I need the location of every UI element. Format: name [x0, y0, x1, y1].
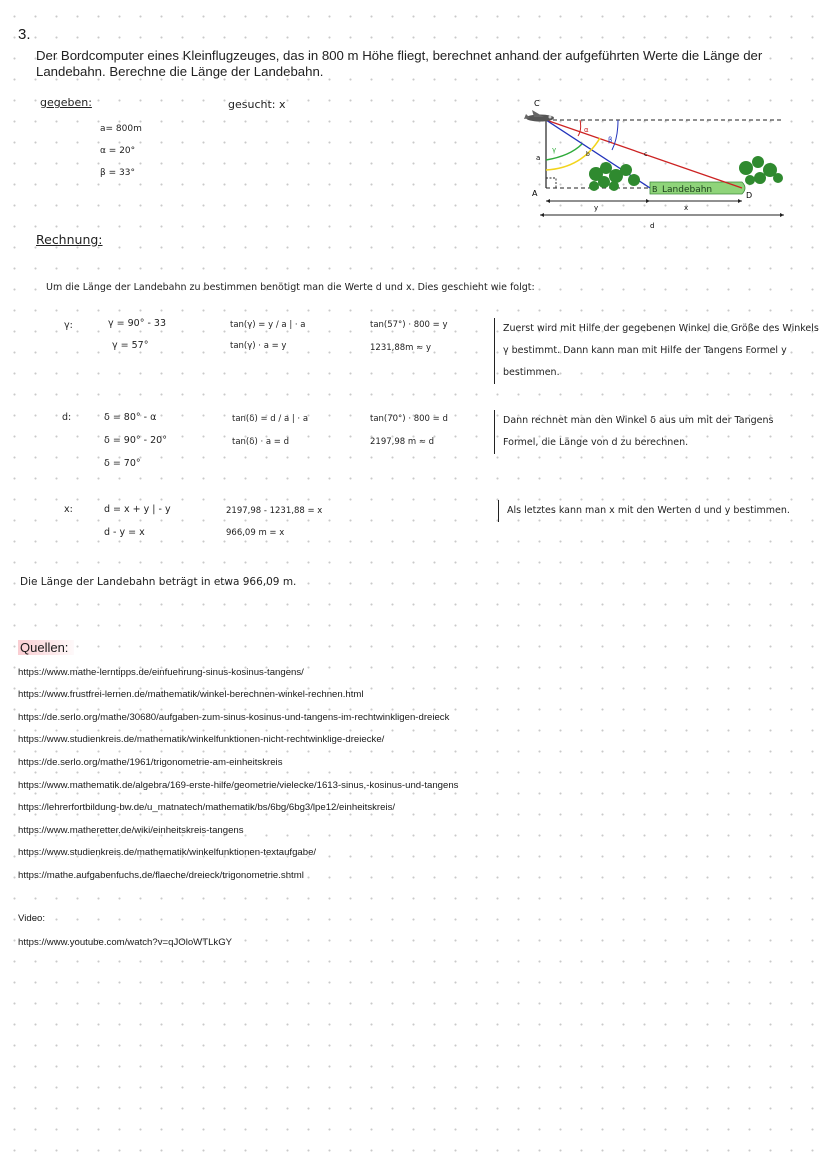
- gamma-eq-2: tan(γ) · a = y: [230, 341, 287, 351]
- airplane-icon: [524, 110, 554, 122]
- rechnung-heading: Rechnung:: [36, 232, 103, 247]
- label-d: d: [650, 222, 655, 230]
- rechnung-intro: Um die Länge der Landebahn zu bestimmen benötigt man die Werte d und x. Dies geschieht wie folgt:: [46, 282, 535, 293]
- sources-heading: Quellen:: [18, 640, 74, 655]
- given-value-a: a= 800m: [100, 124, 142, 134]
- label-gamma: γ: [552, 146, 557, 154]
- source-link[interactable]: https://de.serlo.org/mathe/1961/trigonometrie-am-einheitskreis: [18, 757, 283, 768]
- label-A: A: [532, 189, 538, 198]
- given-label: gegeben:: [40, 96, 92, 109]
- label-alpha: α: [584, 126, 589, 134]
- source-link[interactable]: https://www.studienkreis.de/mathematik/winkelfunktionen-nicht-rechtwinklige-dreiecke/: [18, 734, 385, 745]
- trees-right-icon: [739, 156, 783, 185]
- task-description: Der Bordcomputer eines Kleinflugzeuges, das in 800 m Höhe fliegt, berechnet anhand der aufgeführten Werte die Länge der Landebahn. Berechne die Länge der Landebahn.: [36, 48, 763, 79]
- d-calc-2: 2197,98 m ≈ d: [370, 437, 435, 447]
- source-link[interactable]: https://de.serlo.org/mathe/30680/aufgaben-zum-sinus-kosinus-und-tangens-im-rechtwinkligen-dreieck: [18, 712, 450, 723]
- given-value-alpha: α = 20°: [100, 146, 136, 156]
- d-var: d:: [62, 412, 72, 423]
- label-b: b: [586, 151, 590, 158]
- source-link[interactable]: https://www.mathe-lerntipps.de/einfuehrung-sinus-kosinus-tangens/: [18, 667, 304, 678]
- x-calc-1: 2197,98 - 1231,88 = x: [226, 506, 323, 516]
- source-link[interactable]: https://mathe.aufgabenfuchs.de/flaeche/dreieck/trigonometrie.shtml: [18, 870, 304, 881]
- d-eq-1: tan(δ) = d / a | · a: [232, 414, 309, 424]
- label-y: y: [594, 204, 599, 212]
- source-link[interactable]: https://www.studienkreis.de/mathematik/winkelfunktionen-textaufgabe/: [18, 847, 317, 858]
- label-C: C: [534, 99, 540, 108]
- label-B: B: [652, 185, 658, 194]
- d-calc-1: tan(70°) · 800 = d: [370, 414, 448, 424]
- label-beta: β: [608, 136, 613, 144]
- x-calc-2: 966,09 m = x: [226, 528, 285, 538]
- d-line-1: δ = 80° - α: [104, 412, 157, 423]
- video-link[interactable]: https://www.youtube.com/watch?v=qJOloWTLkGY: [18, 937, 233, 948]
- video-label: Video:: [18, 913, 46, 924]
- source-link[interactable]: https://www.frustfrei-lernen.de/mathematik/winkel-berechnen-winkel-rechnen.html: [18, 689, 364, 700]
- triangle-diagram: [510, 98, 792, 234]
- source-link[interactable]: https://www.mathematik.de/algebra/169-erste-hilfe/geometrie/vielecke/1613-sinus,-kosinus-und-tangens: [18, 780, 459, 791]
- d-line-3: δ = 70°: [104, 458, 141, 469]
- sought-label: gesucht: x: [228, 98, 286, 111]
- trees-left-icon: [589, 162, 640, 191]
- label-c: c: [644, 151, 648, 158]
- task-number: 3.: [18, 26, 31, 43]
- given-value-beta: β = 33°: [100, 168, 135, 178]
- x-line-2: d - y = x: [104, 527, 145, 538]
- d-line-2: δ = 90° - 20°: [104, 435, 167, 446]
- gamma-calc-1: tan(57°) · 800 = y: [370, 320, 448, 330]
- gamma-eq-1: tan(γ) = y / a | · a: [230, 320, 306, 330]
- source-link[interactable]: https://www.matheretter.de/wiki/einheitskreis-tangens: [18, 825, 244, 836]
- x-explanation: Als letztes kann man x mit den Werten d und y bestimmen.: [498, 500, 803, 522]
- gamma-line-1: γ = 90° - 33: [108, 318, 167, 329]
- gamma-var: γ:: [64, 320, 73, 331]
- source-link[interactable]: https://lehrerfortbildung-bw.de/u_matnatech/mathematik/bs/6bg/6bg3/lpe12/einheitskreis/: [18, 802, 396, 813]
- label-D: D: [746, 191, 753, 200]
- gamma-explanation: Zuerst wird mit Hilfe der gegebenen Winkel die Größe des Winkels γ bestimmt. Dann kann man mit Hilfe der Tangens Formel y bestimmen.: [494, 318, 823, 384]
- x-line-1: d = x + y | - y: [104, 504, 171, 515]
- runway-label: Landebahn: [662, 185, 713, 195]
- d-explanation: Dann rechnet man den Winkel δ aus um mit der Tangens Formel, die Länge von d zu berechnen.: [494, 410, 793, 454]
- gamma-calc-2: 1231,88m ≈ y: [370, 343, 431, 353]
- gamma-line-2: γ = 57°: [112, 340, 149, 351]
- d-eq-2: tan(δ) · a = d: [232, 437, 289, 447]
- label-a: a: [536, 154, 541, 162]
- x-var: x:: [64, 504, 73, 515]
- result-statement: Die Länge der Landebahn beträgt in etwa 966,09 m.: [20, 576, 297, 588]
- label-x: x: [684, 204, 689, 212]
